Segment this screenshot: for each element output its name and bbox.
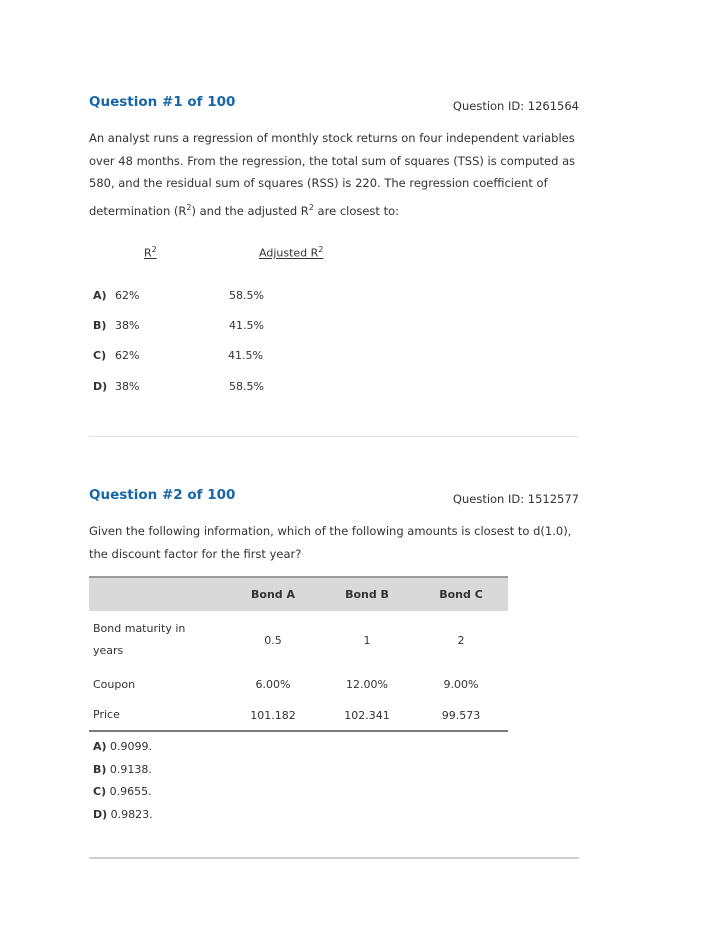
table-cell: 9.00%: [443, 678, 479, 691]
answer-adjusted-r2: 58.5%: [229, 289, 264, 302]
table-header: Bond B: [320, 577, 414, 611]
answer-letter: A): [93, 289, 107, 302]
bond-table: [89, 576, 508, 732]
answer-adjusted-r2: 41.5%: [229, 319, 264, 332]
stem-line: Given the following information, which of the following amounts is closest to d(1.0),: [89, 524, 572, 538]
table-row: [89, 700, 508, 731]
answer-text: 0.9138.: [106, 762, 152, 776]
answer-option-d[interactable]: [93, 806, 153, 829]
stem-text: determination (R: [89, 203, 187, 218]
answer-option-c[interactable]: [93, 349, 263, 363]
answer-r2: 62%: [115, 289, 140, 302]
question-2-stem: [89, 520, 589, 565]
stem-line: 580, and the residual sum of squares (RSS) is 220. The regression coefficient of: [89, 176, 548, 190]
answer-text: 0.9655.: [106, 785, 152, 798]
answer-option-b[interactable]: [93, 319, 264, 333]
answer-options: [93, 738, 153, 828]
superscript: 2: [186, 202, 192, 212]
answer-letter: D): [93, 380, 108, 393]
question-1-stem: [89, 127, 589, 222]
answer-r2: 38%: [115, 319, 140, 332]
stem-line: over 48 months. From the regression, the total sum of squares (TSS) is computed as: [89, 153, 576, 168]
table-cell: 101.182: [226, 700, 320, 731]
header-text: Adjusted R: [259, 246, 319, 260]
row-label-line: Bond maturity in: [93, 622, 186, 635]
table-header-row: [89, 577, 508, 611]
answer-letter: C): [93, 785, 107, 798]
answer-r2: 62%: [115, 349, 140, 362]
table-cell: 12.00%: [346, 678, 388, 691]
stem-line: An analyst runs a regression of monthly stock returns on four independent variables: [89, 131, 575, 145]
answer-option-a[interactable]: [93, 738, 153, 761]
superscript: 2: [318, 245, 324, 254]
answer-r2: 38%: [115, 380, 140, 393]
question-divider: [89, 436, 579, 437]
column-header-r2: [144, 245, 157, 260]
answer-option-b[interactable]: [93, 761, 153, 784]
table-cell: 102.341: [320, 700, 414, 731]
answer-letter: D): [93, 807, 108, 821]
answer-letter: B): [93, 319, 107, 332]
question-divider: [89, 857, 579, 859]
answer-text: 0.9099.: [106, 740, 153, 753]
question-1-title: Question #1 of 100: [89, 94, 236, 110]
row-label: Price: [89, 700, 226, 731]
table-header: [89, 577, 226, 611]
table-cell: 2: [457, 633, 465, 647]
answer-letter: B): [93, 762, 107, 776]
table-cell: 6.00%: [255, 678, 291, 691]
stem-line: [89, 197, 589, 222]
superscript: 2: [308, 202, 314, 212]
table-cell: 99.573: [414, 700, 508, 731]
stem-line: the discount factor for the first year?: [89, 546, 302, 561]
table-row: [89, 669, 508, 700]
answer-adjusted-r2: 41.5%: [228, 349, 263, 362]
row-label: Coupon: [93, 677, 136, 691]
stem-text: are closest to:: [313, 203, 400, 218]
table-header: Bond A: [226, 577, 320, 611]
table-row: [89, 611, 508, 669]
answer-option-c[interactable]: [93, 783, 153, 806]
answer-letter: C): [93, 349, 107, 362]
row-label-line: years: [93, 644, 124, 657]
answer-adjusted-r2: 58.5%: [229, 380, 264, 393]
table-cell: 1: [363, 633, 371, 647]
column-header-adjusted-r2: [259, 245, 323, 260]
stem-text: ) and the adjusted R: [191, 203, 309, 218]
table-cell: 0.5: [264, 633, 282, 647]
header-text: R: [144, 246, 152, 260]
row-label: [89, 611, 226, 669]
answer-letter: A): [93, 740, 107, 753]
answer-text: 0.9823.: [107, 807, 153, 821]
question-2-title: Question #2 of 100: [89, 487, 236, 503]
question-1-id: Question ID: 1261564: [452, 99, 579, 113]
table-header: Bond C: [414, 577, 508, 611]
superscript: 2: [151, 245, 157, 254]
question-2-id: Question ID: 1512577: [452, 492, 579, 506]
answer-option-d[interactable]: [93, 380, 264, 394]
answer-option-a[interactable]: [93, 289, 264, 303]
